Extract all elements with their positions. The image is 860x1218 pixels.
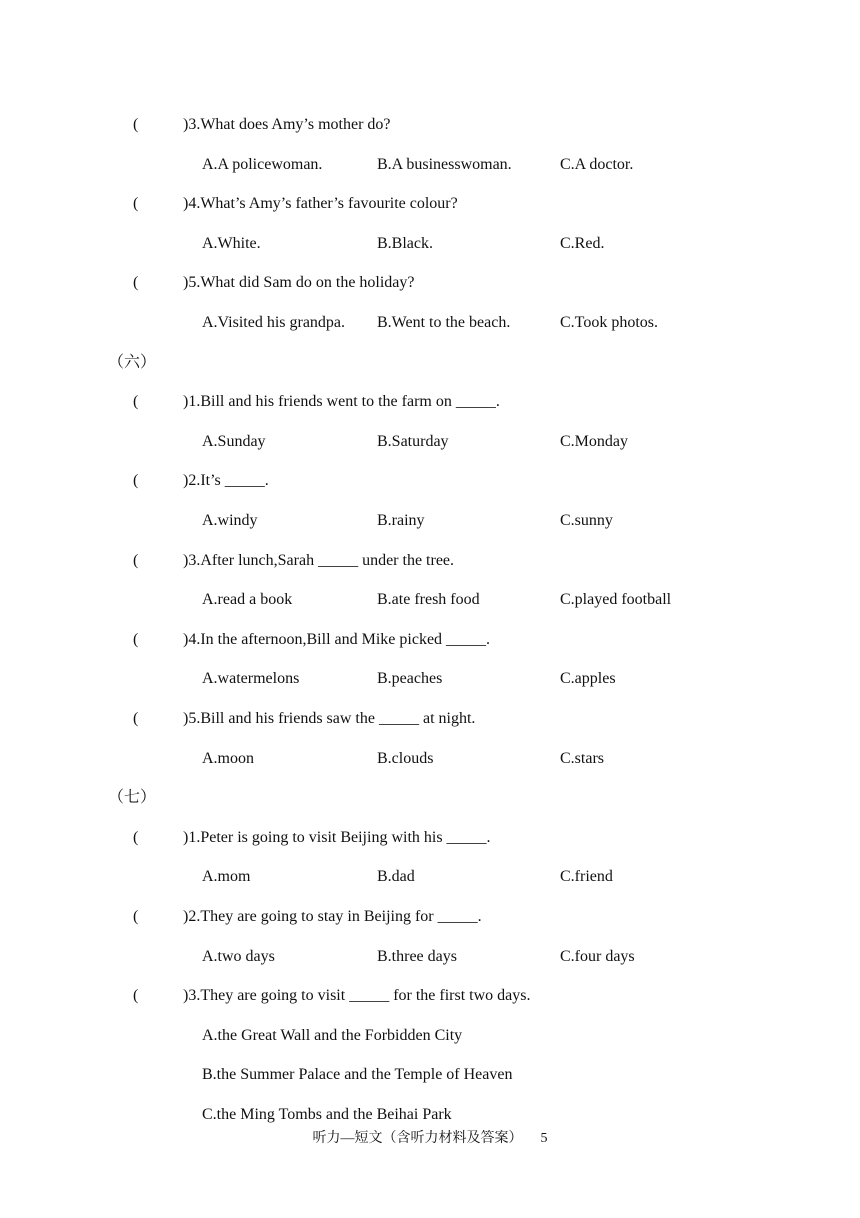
answer-bracket: (	[133, 908, 139, 925]
answer-bracket: (	[133, 631, 139, 648]
page-footer	[0, 1130, 860, 1148]
answer-bracket: (	[133, 195, 139, 212]
answer-bracket: (	[133, 472, 139, 489]
question-text: )5.Bill and his friends saw the _____ at night.	[183, 710, 476, 727]
question-text: )4.What’s Amy’s father’s favourite colour?	[183, 195, 458, 212]
answer-option: A.White.	[202, 235, 261, 252]
answer-option: A.Visited his grandpa.	[202, 314, 346, 331]
answer-option: A.moon	[202, 750, 254, 767]
question-text: )2.They are going to stay in Beijing for _____.	[183, 908, 482, 925]
answer-option: A.mom	[202, 868, 251, 885]
answer-option: B.A businesswoman.	[377, 156, 512, 173]
question-text: )1.Peter is going to visit Beijing with his _____.	[183, 829, 491, 846]
answer-option: C.Red.	[560, 235, 605, 252]
answer-bracket: (	[133, 710, 139, 727]
answer-option: B.Went to the beach.	[377, 314, 511, 331]
answer-option: B.Black.	[377, 235, 433, 252]
question-text: )4.In the afternoon,Bill and Mike picked _____.	[183, 631, 491, 648]
answer-option: A.windy	[202, 512, 258, 529]
page-number: 5	[540, 1131, 548, 1146]
answer-option: C.the Ming Tombs and the Beihai Park	[202, 1106, 452, 1123]
answer-option: B.ate fresh food	[377, 591, 480, 608]
answer-option: C.four days	[560, 948, 635, 965]
answer-bracket: (	[133, 274, 139, 291]
answer-option: C.sunny	[560, 512, 613, 529]
answer-option: C.friend	[560, 868, 613, 885]
section-heading: （七）	[108, 789, 157, 806]
question-text: )2.It’s _____.	[183, 472, 269, 489]
question-text: )3.After lunch,Sarah _____ under the tree.	[183, 552, 455, 569]
answer-bracket: (	[133, 393, 139, 410]
section-heading: （六）	[108, 354, 157, 371]
answer-option: C.Monday	[560, 433, 628, 450]
question-text: )5.What did Sam do on the holiday?	[183, 274, 415, 291]
answer-option: B.the Summer Palace and the Temple of Heaven	[202, 1066, 513, 1083]
answer-option: A.two days	[202, 948, 275, 965]
answer-option: C.stars	[560, 750, 604, 767]
answer-option: A.Sunday	[202, 433, 266, 450]
answer-option: B.peaches	[377, 670, 443, 687]
answer-option: B.dad	[377, 868, 415, 885]
footer-title: 听力—短文（含听力材料及答案）	[312, 1131, 523, 1146]
answer-option: B.rainy	[377, 512, 425, 529]
answer-option: C.Took photos.	[560, 314, 658, 331]
answer-option: A.A policewoman.	[202, 156, 323, 173]
answer-option: C.A doctor.	[560, 156, 634, 173]
question-text: )3.What does Amy’s mother do?	[183, 116, 391, 133]
answer-bracket: (	[133, 829, 139, 846]
answer-option: B.three days	[377, 948, 457, 965]
answer-option: B.clouds	[377, 750, 434, 767]
answer-option: A.read a book	[202, 591, 293, 608]
answer-bracket: (	[133, 552, 139, 569]
question-text: )1.Bill and his friends went to the farm on _____.	[183, 393, 500, 410]
answer-option: C.played football	[560, 591, 672, 608]
answer-option: C.apples	[560, 670, 616, 687]
answer-option: A.watermelons	[202, 670, 300, 687]
answer-bracket: (	[133, 116, 139, 133]
answer-option: B.Saturday	[377, 433, 449, 450]
question-text: )3.They are going to visit _____ for the first two days.	[183, 987, 531, 1004]
answer-bracket: (	[133, 987, 139, 1004]
answer-option: A.the Great Wall and the Forbidden City	[202, 1027, 463, 1044]
